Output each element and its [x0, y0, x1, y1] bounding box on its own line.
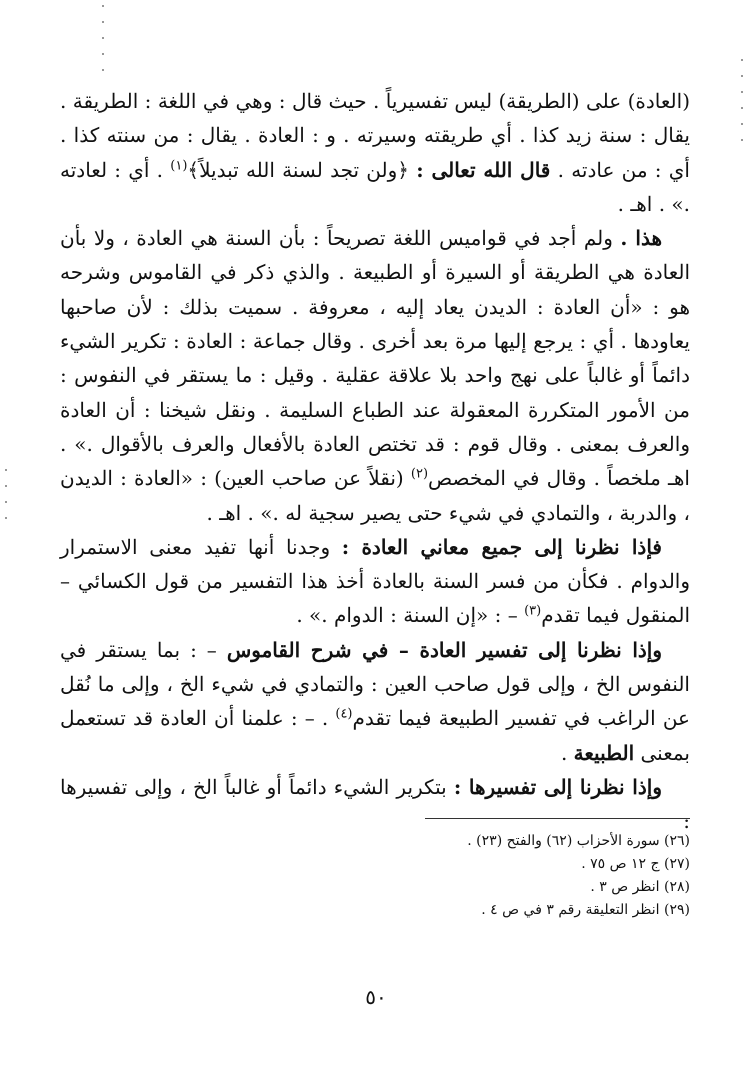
text-run: .	[560, 740, 574, 765]
text-run: بتكرير الشيء دائماً أو غالباً الخ ، وإلى تفسيرها :	[60, 774, 690, 834]
bold-run: الطبيعة	[573, 740, 635, 765]
bold-run: فإذا نظرنا إلى جميع معاني العادة :	[341, 534, 662, 559]
footnotes	[290, 830, 690, 922]
footnote-ref: (٣)	[524, 603, 542, 619]
bold-run: قال الله تعالى :	[416, 157, 551, 182]
text-run: (العادة) على (الطريقة) ليس تفسيرياً . حيث قال : وهي في اللغة : الطريقة . يقال : سنة زيد كذا . أي طريقته وسيرته . و : العادة . يقال : من سنته كذا . أي : من عادته .	[60, 89, 690, 182]
paragraph	[60, 770, 690, 839]
footnote: (٢٧) ج ١٢ ص ٧٥ .	[581, 856, 690, 872]
bold-run: وإذا نظرنا إلى تفسير العادة – في شرح القاموس	[226, 637, 663, 662]
text-run: . أي : لعادته .» . اهـ .	[60, 157, 690, 216]
text-run: وجدنا أنها تفيد معنى الاستمرار والدوام . فكأن من فسر السنة بالعادة أخذ هذا التفسير من قول الكسائي – المنقول فيما تقدم	[60, 534, 690, 628]
footnote-divider	[425, 818, 690, 819]
text-run: ﴿ولن تجد لسنة الله تبديلاً﴾	[187, 157, 417, 182]
page-number: ٥٠	[365, 985, 387, 1009]
text-run: (نقلاً عن صاحب العين) : «العادة : الديدن ، والدربة ، والتمادي في شيء حتى يصير سجية له .» . اهـ .	[60, 466, 690, 525]
bold-run: هذا .	[620, 226, 663, 251]
footnote-ref: (١)	[170, 157, 188, 173]
footnote: (٢٦) سورة الأحزاب (٦٢) والفتح (٢٣) .	[467, 833, 690, 849]
bold-run: وإذا نظرنا إلى تفسيرها :	[453, 774, 662, 799]
paragraph	[60, 84, 690, 221]
text-run: . – : علمنا أن العادة قد تستعمل بمعنى	[60, 706, 690, 765]
main-text	[60, 84, 690, 839]
text-run: ولم أجد في قواميس اللغة تصريحاً : بأن السنة هي العادة ، ولا بأن العادة هي الطريقة أو السيرة أو الطبيعة . والذي ذكر في القاموس وشرحه هو : «أن العادة : الديدن يعاد إليه ، معروفة . سميت بذلك : لأن صاحبها يعاودها . أي : يرجع إليها مرة بعد أخرى . وقال جماعة : العادة : تكرير الشيء دائماً أو غالباً على نهج واحد بلا علاقة عقلية . وقيل : ما يستقر في النفوس : من الأمور المتكررة المعقولة عند الطباع السليمة . ونقل شيخنا : أن العادة والعرف بمعنى . وقال قوم : قد تختص العادة بالأفعال والعرف بالأقوال .» . اهـ ملخصاً . وقال في المخصص	[60, 226, 690, 491]
paragraph	[60, 530, 690, 633]
text-run: – : بما يستقر في النفوس الخ ، وإلى قول صاحب العين : والتمادي في شيء الخ ، وإلى ما نُقل عن الراغب في تفسير الطبيعة فيما تقدم	[60, 637, 690, 731]
footnote: (٢٩) انظر التعليقة رقم ٣ في ص ٤ .	[481, 902, 690, 918]
footnote-ref: (٤)	[335, 706, 353, 722]
paragraph	[60, 221, 690, 530]
paragraph	[60, 633, 690, 770]
footnote-ref: (٢)	[410, 466, 429, 482]
footnote: (٢٨) انظر ص ٣ .	[590, 879, 690, 895]
text-run: – : «إن السنة : الدوام .» .	[296, 603, 525, 628]
